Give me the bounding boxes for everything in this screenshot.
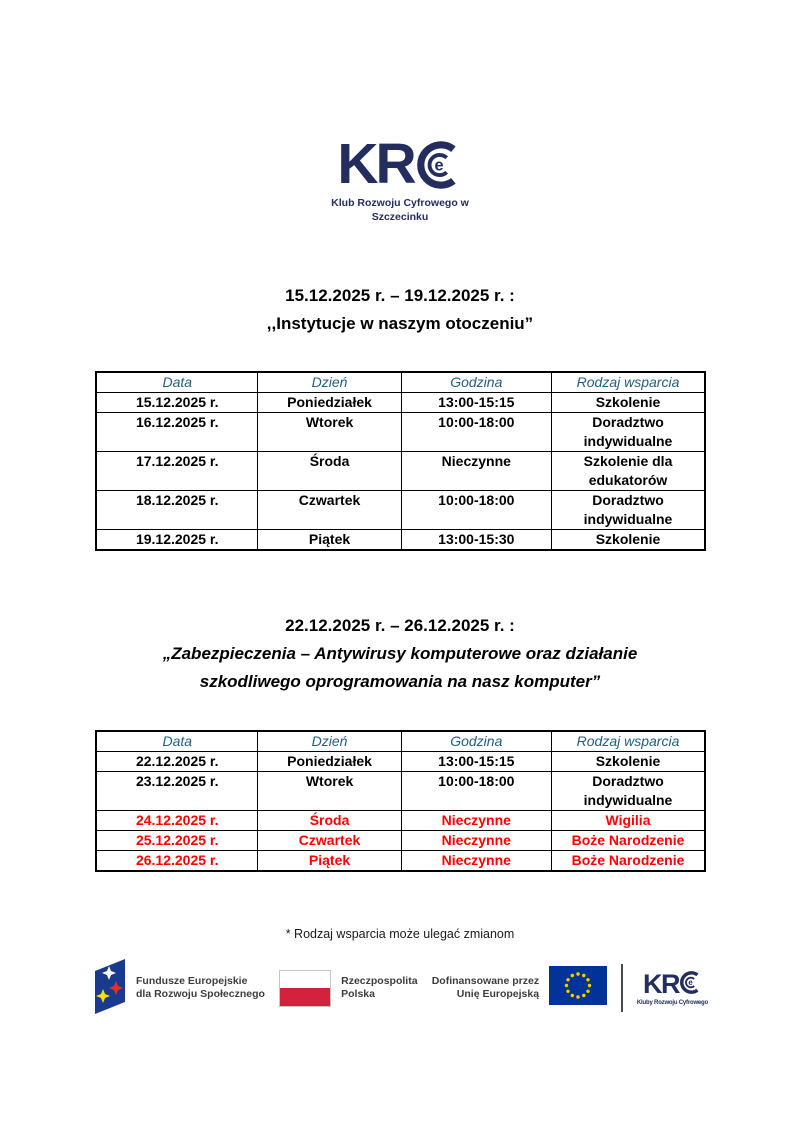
column-header: Dzień bbox=[258, 372, 401, 393]
cell-dzien: Piątek bbox=[258, 851, 401, 872]
table-row bbox=[96, 413, 705, 452]
table-row bbox=[96, 393, 705, 413]
eu-funds-label-line1: Fundusze Europejskie bbox=[136, 974, 248, 987]
table-row bbox=[96, 491, 705, 530]
cell-data: 18.12.2025 r. bbox=[96, 491, 258, 530]
krc-wordmark bbox=[337, 132, 462, 196]
column-header: Godzina bbox=[401, 731, 551, 752]
schedule-table-week1 bbox=[95, 371, 706, 551]
cell-rodzaj: Doradztwo indywidualne bbox=[552, 491, 705, 530]
krc-logo-subtitle-line2: Szczecinku bbox=[371, 211, 429, 223]
column-header: Data bbox=[96, 372, 258, 393]
section1-heading bbox=[0, 282, 800, 338]
krc-footer-subtitle: Kluby Rozwoju Cyfrowego bbox=[636, 999, 708, 1006]
krc-c-swirl-icon bbox=[415, 141, 463, 193]
footer-logos bbox=[92, 956, 708, 1020]
section2-topic-line1: „Zabezpieczenia – Antywirusy komputerowe oraz działanie bbox=[162, 644, 638, 663]
table-row bbox=[96, 752, 705, 772]
cell-dzien: Czwartek bbox=[258, 491, 401, 530]
cell-godzina: Nieczynne bbox=[401, 811, 551, 831]
eu-flag-icon bbox=[549, 966, 607, 1010]
section2-topic-line2: szkodliwego oprogramowania na nasz komputer” bbox=[199, 672, 601, 691]
column-header: Dzień bbox=[258, 731, 401, 752]
cell-data: 22.12.2025 r. bbox=[96, 752, 258, 772]
krc-footer-c-swirl-icon bbox=[679, 971, 702, 998]
cell-dzien: Środa bbox=[258, 811, 401, 831]
svg-text:e: e bbox=[434, 156, 444, 175]
cell-data: 19.12.2025 r. bbox=[96, 530, 258, 551]
cell-dzien: Wtorek bbox=[258, 772, 401, 811]
svg-text:e: e bbox=[688, 977, 693, 987]
cell-godzina: Nieczynne bbox=[401, 831, 551, 851]
cell-dzien: Poniedziałek bbox=[258, 752, 401, 772]
cell-rodzaj: Szkolenie bbox=[552, 752, 705, 772]
cell-godzina: 13:00-15:30 bbox=[401, 530, 551, 551]
cell-rodzaj: Szkolenie bbox=[552, 530, 705, 551]
cell-rodzaj: Boże Narodzenie bbox=[552, 831, 705, 851]
column-header: Data bbox=[96, 731, 258, 752]
cell-data: 15.12.2025 r. bbox=[96, 393, 258, 413]
footnote: * Rodzaj wsparcia może ulegać zmianom bbox=[285, 927, 515, 941]
krc-logo bbox=[0, 132, 800, 224]
cell-godzina: Nieczynne bbox=[401, 851, 551, 872]
cell-data: 17.12.2025 r. bbox=[96, 452, 258, 491]
krc-footer-logo bbox=[636, 968, 708, 1006]
cell-godzina: 13:00-15:15 bbox=[401, 752, 551, 772]
cell-godzina: 10:00-18:00 bbox=[401, 413, 551, 452]
table-header-row bbox=[96, 731, 705, 752]
eu-funds-flag-icon bbox=[92, 957, 128, 1020]
eu-funding-label-line2: Unię Europejską bbox=[456, 988, 540, 1000]
schedule-table-week2 bbox=[95, 730, 706, 872]
eu-funding-label bbox=[432, 975, 539, 1002]
footer-divider bbox=[621, 964, 623, 1012]
cell-dzien: Wtorek bbox=[258, 413, 401, 452]
krc-footer-letters: KR bbox=[642, 968, 679, 999]
eu-funds-logo bbox=[92, 957, 265, 1020]
cell-godzina: 13:00-15:15 bbox=[401, 393, 551, 413]
table-header-row bbox=[96, 372, 705, 393]
poland-flag-icon bbox=[279, 970, 331, 1007]
table-row bbox=[96, 452, 705, 491]
section2-date-range: 22.12.2025 r. – 26.12.2025 r. : bbox=[285, 616, 515, 635]
section1-date-range: 15.12.2025 r. – 19.12.2025 r. : bbox=[285, 286, 515, 305]
cell-dzien: Środa bbox=[258, 452, 401, 491]
eu-funds-label-line2: dla Rozwoju Społecznego bbox=[136, 988, 265, 1000]
table-row bbox=[96, 851, 705, 872]
eu-funding-label-line1: Dofinansowane przez bbox=[431, 974, 540, 987]
cell-data: 25.12.2025 r. bbox=[96, 831, 258, 851]
cell-rodzaj: Doradztwo indywidualne bbox=[552, 413, 705, 452]
section2-heading bbox=[0, 612, 800, 696]
cell-data: 16.12.2025 r. bbox=[96, 413, 258, 452]
cell-dzien: Poniedziałek bbox=[258, 393, 401, 413]
cell-godzina: Nieczynne bbox=[401, 452, 551, 491]
table-row bbox=[96, 530, 705, 551]
cell-data: 26.12.2025 r. bbox=[96, 851, 258, 872]
table-row bbox=[96, 772, 705, 811]
eu-funding-logo bbox=[432, 966, 607, 1010]
cell-rodzaj: Szkolenie dla edukatorów bbox=[552, 452, 705, 491]
krc-footer-wordmark bbox=[642, 968, 702, 999]
table-row bbox=[96, 811, 705, 831]
column-header: Rodzaj wsparcia bbox=[552, 372, 705, 393]
column-header: Godzina bbox=[401, 372, 551, 393]
cell-data: 23.12.2025 r. bbox=[96, 772, 258, 811]
section1-topic: ,,Instytucje w naszym otoczeniu” bbox=[266, 314, 534, 333]
poland-label-line2: Polska bbox=[341, 988, 375, 1000]
cell-rodzaj: Szkolenie bbox=[552, 393, 705, 413]
cell-rodzaj: Boże Narodzenie bbox=[552, 851, 705, 872]
poland-label-line1: Rzeczpospolita bbox=[341, 974, 418, 987]
cell-dzien: Czwartek bbox=[258, 831, 401, 851]
poland-logo bbox=[279, 970, 417, 1007]
cell-dzien: Piątek bbox=[258, 530, 401, 551]
krc-logo-subtitle-line1: Klub Rozwoju Cyfrowego w bbox=[331, 197, 469, 209]
table-row bbox=[96, 831, 705, 851]
cell-godzina: 10:00-18:00 bbox=[401, 772, 551, 811]
cell-rodzaj: Doradztwo indywidualne bbox=[552, 772, 705, 811]
eu-funds-label bbox=[136, 975, 265, 1002]
krc-logo-subtitle bbox=[0, 196, 800, 224]
krc-letters: KR bbox=[337, 132, 414, 196]
poland-label bbox=[341, 975, 417, 1002]
cell-godzina: 10:00-18:00 bbox=[401, 491, 551, 530]
cell-data: 24.12.2025 r. bbox=[96, 811, 258, 831]
cell-rodzaj: Wigilia bbox=[552, 811, 705, 831]
column-header: Rodzaj wsparcia bbox=[552, 731, 705, 752]
